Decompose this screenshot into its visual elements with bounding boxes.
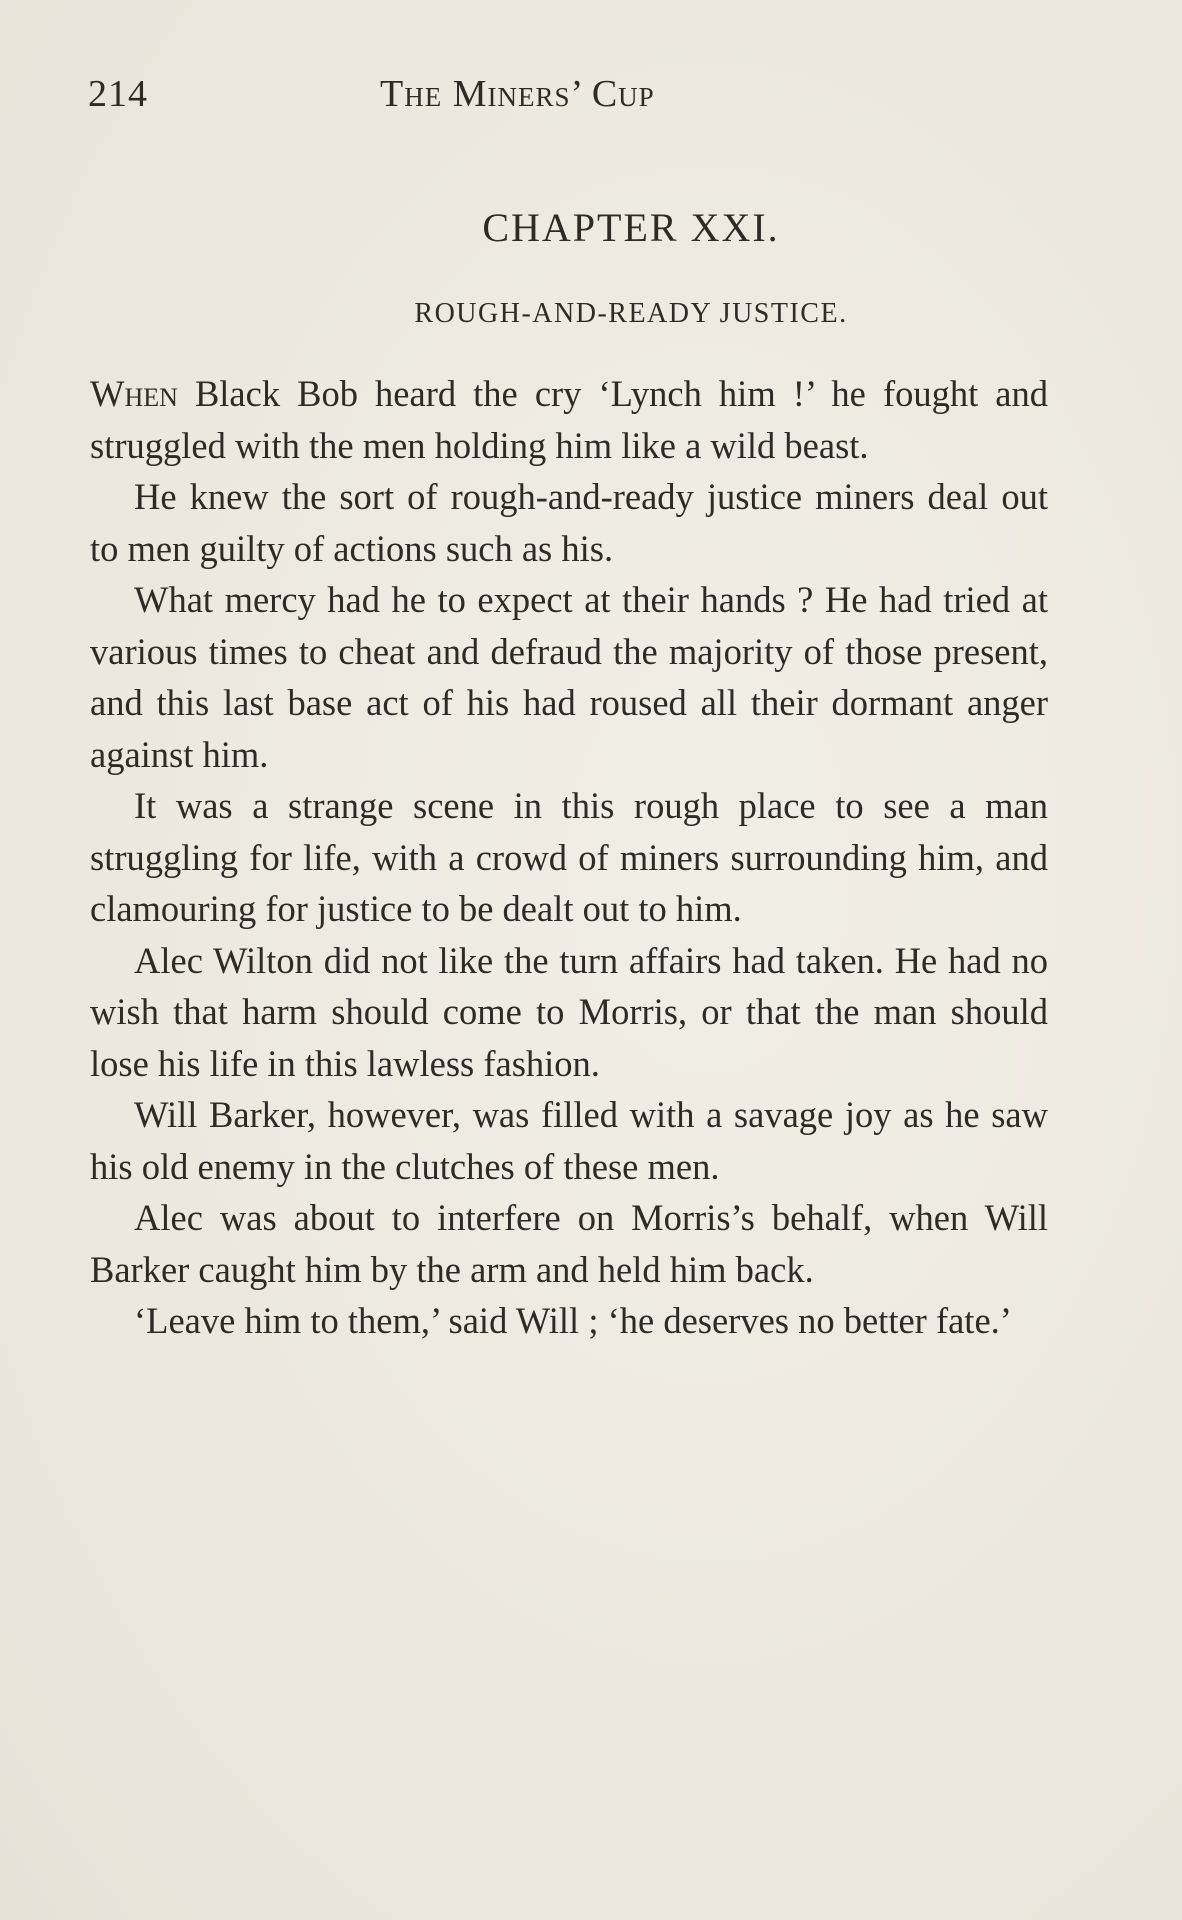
paragraph-lead-word: When	[90, 373, 178, 414]
page-number: 214	[88, 73, 148, 115]
paragraph: Alec was about to interfere on Morris’s behalf, when Will Barker caught him by the arm and held him back.	[90, 1197, 1048, 1290]
paragraph-text: Black Bob heard the cry ‘Lynch him !’ he fought and struggled with the men holding him like a wild beast.	[90, 373, 1048, 466]
running-title: The Miners’ Cup	[380, 73, 655, 115]
paragraph: ‘Leave him to them,’ said Will ; ‘he deserves no better fate.’	[134, 1300, 1012, 1341]
body-text	[90, 368, 1048, 1347]
paragraph: Alec Wilton did not like the turn affairs had taken. He had no wish that harm should come to Morris, or that the man should lose his life in this lawless fashion.	[90, 939, 1048, 1084]
paragraph	[90, 368, 1048, 471]
paragraph: He knew the sort of rough-and-ready justice miners deal out to men guilty of actions such as his.	[90, 476, 1048, 569]
page-header	[88, 72, 1048, 132]
chapter-title: CHAPTER XXI.	[482, 205, 780, 250]
paragraph: Will Barker, however, was filled with a savage joy as he saw his old enemy in the clutches of these men.	[90, 1094, 1048, 1187]
chapter-subtitle: ROUGH-AND-READY JUSTICE.	[414, 298, 848, 329]
paragraph: It was a strange scene in this rough place to see a man struggling for life, with a crowd of miners surrounding him, and clamouring for justice to be dealt out to him.	[90, 785, 1048, 929]
paragraph: What mercy had he to expect at their hands ? He had tried at various times to cheat and defraud the majority of those present, and this last base act of his had roused all their dormant anger against him.	[90, 579, 1048, 775]
